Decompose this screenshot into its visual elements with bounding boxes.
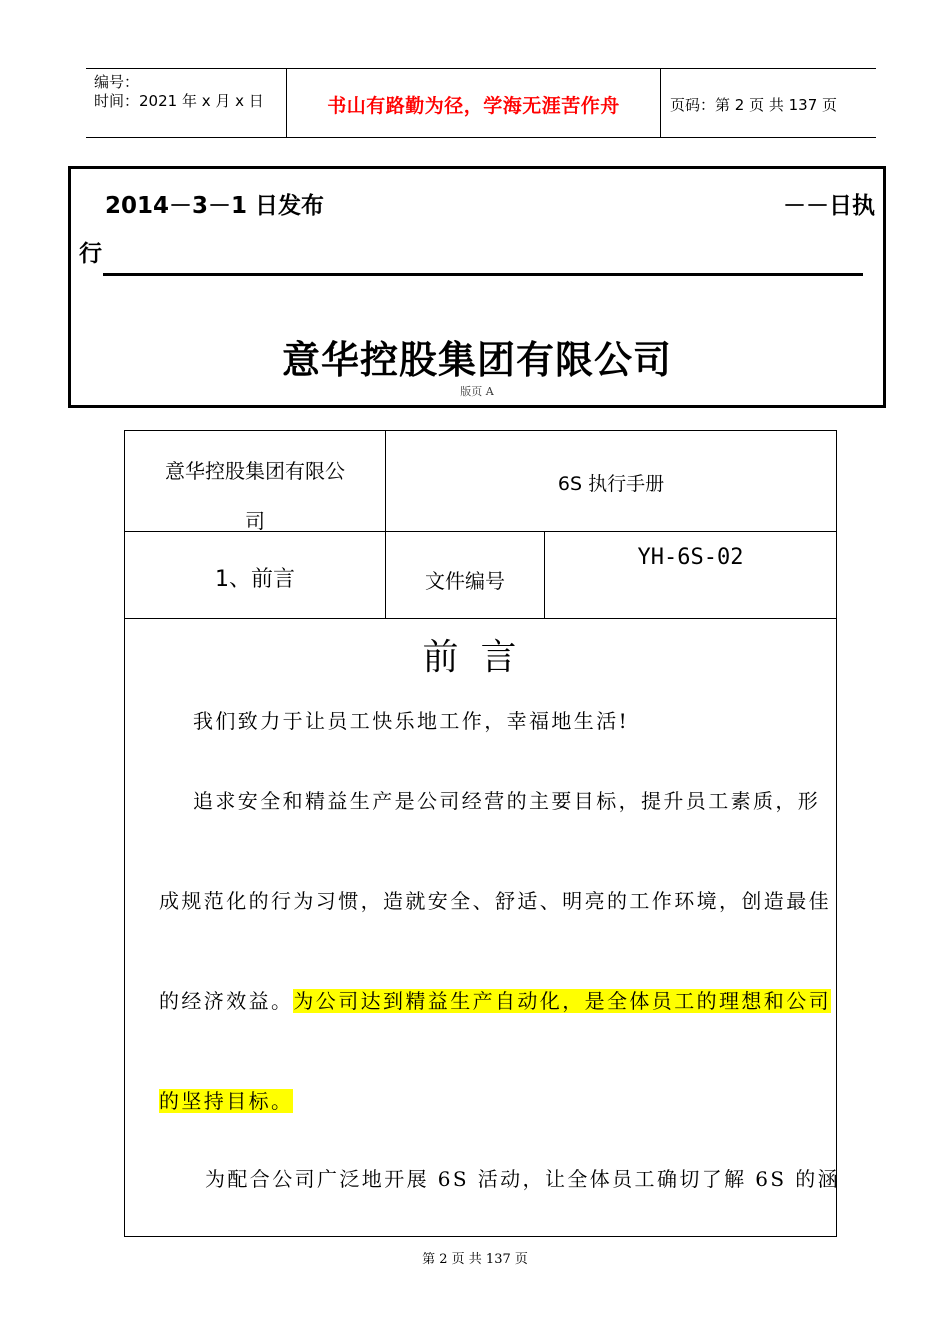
paragraph-line — [159, 985, 832, 1014]
paragraph-line — [159, 1085, 829, 1114]
cover-frame — [68, 166, 886, 408]
file-number-label: 文件编号 — [425, 569, 505, 593]
time-label: 时间：2021 年 x 月 x 日 — [94, 92, 264, 110]
highlighted-text: 的坚持目标。 — [159, 1089, 294, 1113]
header-meta — [94, 73, 264, 111]
execute-date-wrap: 行 — [79, 241, 102, 267]
paragraph-line: 我们致力于让员工快乐地工作，幸福地生活! — [193, 709, 630, 733]
company-name: 意华控股集团有限公司 — [281, 338, 672, 382]
table-company-line1: 意华控股集团有限公 — [165, 459, 345, 483]
highlighted-text: 为公司达到精益生产自动化，是全体员工的理想和公司 — [293, 989, 832, 1013]
file-number: YH-6S-02 — [637, 545, 744, 570]
manual-title: 6S 执行手册 — [557, 473, 665, 495]
page-header — [86, 68, 876, 138]
table-row-divider — [125, 618, 836, 619]
paragraph-line: 成规范化的行为习惯，造就安全、舒适、明亮的工作环境，创造最佳 — [159, 889, 831, 913]
table-company-line2: 司 — [245, 509, 265, 533]
paragraph-line: 追求安全和精益生产是公司经营的主要目标，提升员工素质，形 — [193, 789, 821, 813]
table-company-cell — [125, 446, 385, 546]
preface-title: 前言 — [422, 637, 539, 678]
header-motto: 书山有路勤为径，学海无涯苦作舟 — [327, 95, 620, 117]
publish-date: 2014－3－1 日发布 — [105, 193, 325, 219]
number-label: 编号： — [94, 73, 140, 91]
execute-date: －－日执 — [783, 193, 875, 219]
header-divider — [660, 69, 661, 137]
cover-rule — [103, 273, 863, 276]
section-title: 1、前言 — [215, 567, 295, 592]
document-table — [124, 430, 841, 1237]
header-page-info: 页码：第 2 页 共 137 页 — [670, 96, 838, 114]
page-footer: 第 2 页 共 137 页 — [422, 1252, 528, 1267]
edition-label: 版页 A — [460, 385, 494, 398]
paragraph-text: 的经济效益。 — [159, 989, 294, 1013]
paragraph-line: 为配合公司广泛地开展 6S 活动，让全体员工确切了解 6S 的涵 — [205, 1167, 841, 1191]
